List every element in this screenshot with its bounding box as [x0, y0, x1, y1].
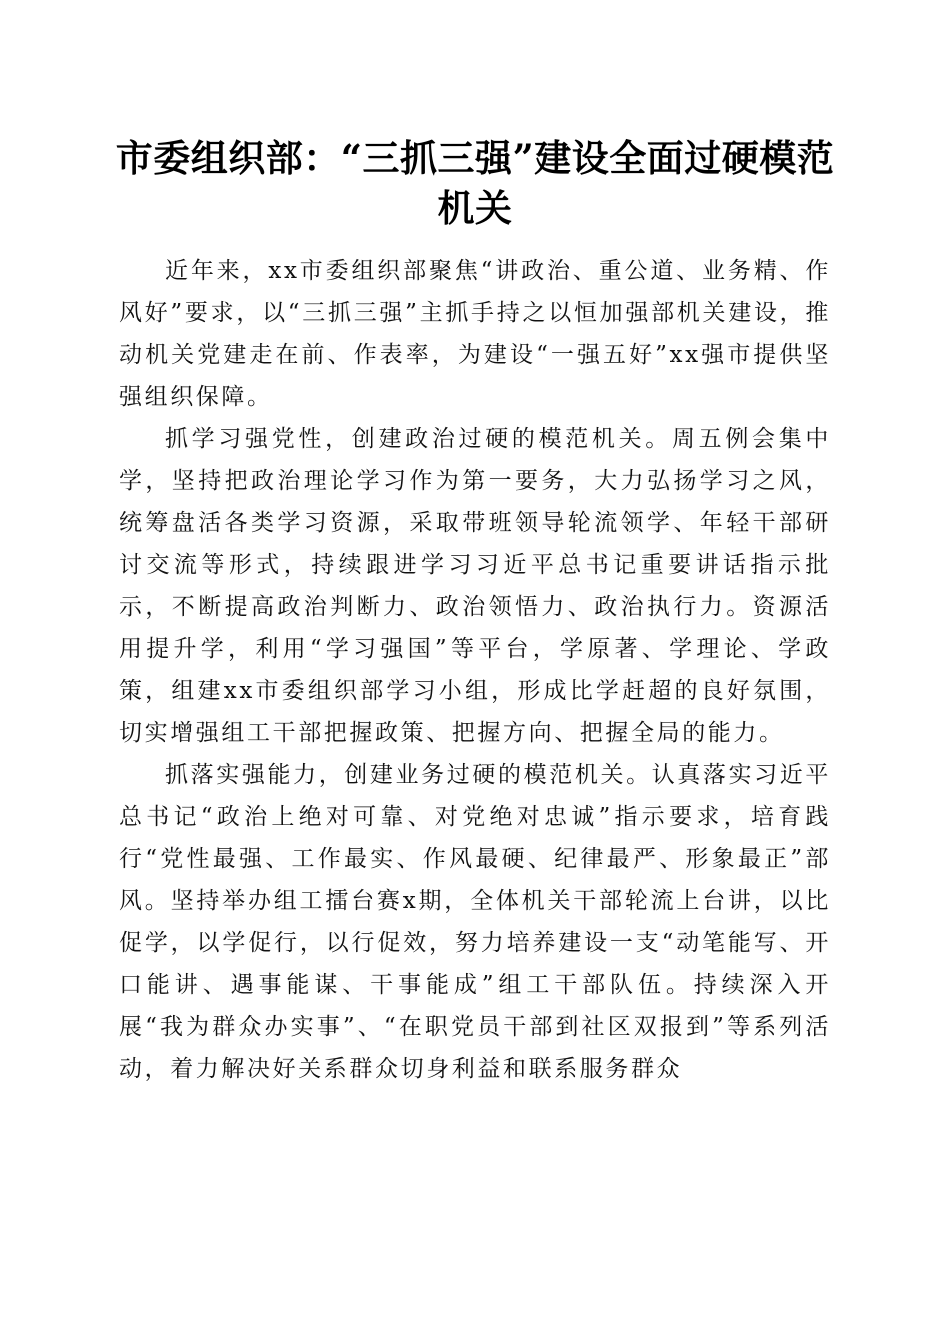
document-title: 市委组织部：“三抓三强”建设全面过硬模范机关 [115, 136, 835, 230]
paragraph-intro: 近年来，xx市委组织部聚焦“讲政治、重公道、业务精、作风好”要求，以“三抓三强”主抓手持之以恒加强部机关建设，推动机关党建走在前、作表率，为建设“一强五好”xx强市提供坚强组织保障。 [119, 258, 831, 410]
document-body [119, 250, 831, 1090]
paragraph-study: 抓学习强党性，创建政治过硬的模范机关。周五例会集中学，坚持把政治理论学习作为第一要务，大力弘扬学习之风，统筹盘活各类学习资源，采取带班领导轮流领学、年轻干部研讨交流等形式，持续跟进学习习近平总书记重要讲话指示批示，不断提高政治判断力、政治领悟力、政治执行力。资源活用提升学，利用“学习强国”等平台，学原著、学理论、学政策，组建xx市委组织部学习小组，形成比学赶超的良好氛围，切实增强组工干部把握政策、把握方向、把握全局的能力。 [119, 426, 831, 746]
paragraph-implementation: 抓落实强能力，创建业务过硬的模范机关。认真落实习近平总书记“政治上绝对可靠、对党绝对忠诚”指示要求，培育践行“党性最强、工作最实、作风最硬、纪律最严、形象最正”部风。坚持举办组工擂台赛x期，全体机关干部轮流上台讲，以比促学，以学促行，以行促效，努力培养建设一支“动笔能写、开口能讲、遇事能谋、干事能成”组工干部队伍。持续深入开展“我为群众办实事”、“在职党员干部到社区双报到”等系列活动，着力解决好关系群众切身利益和联系服务群众 [119, 762, 831, 1082]
